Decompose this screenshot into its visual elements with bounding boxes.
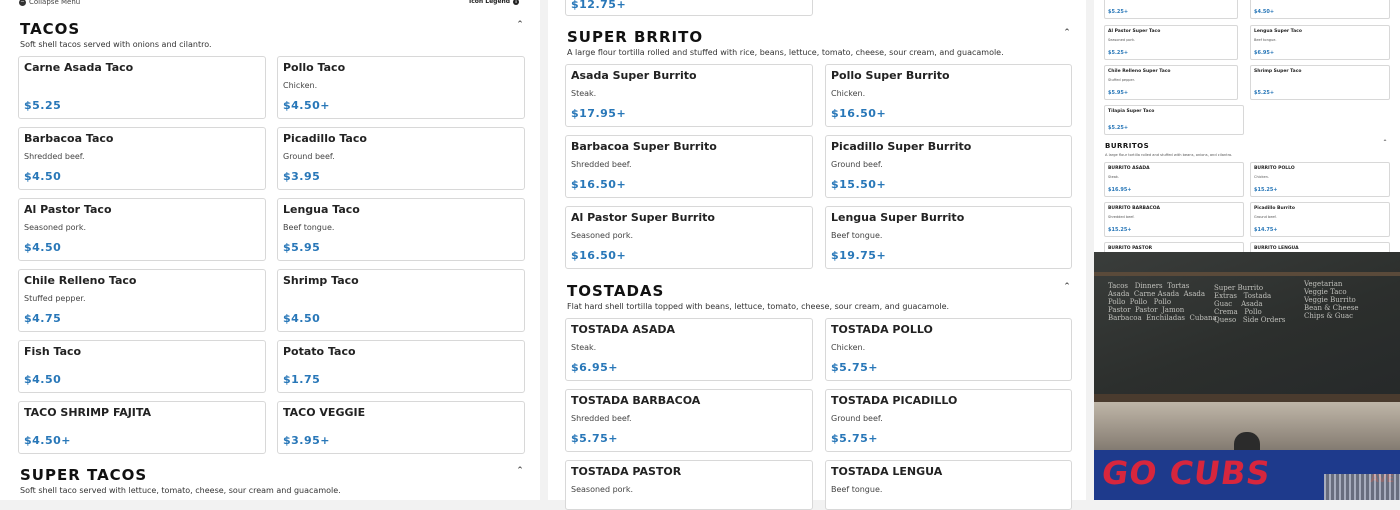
menu-item-card[interactable] <box>565 318 813 381</box>
menu-item-card[interactable] <box>825 318 1072 381</box>
item-price: $5.75+ <box>831 361 879 374</box>
chalk-scribble: Super Burrito Extras Tostada Guac Asada Crema Pollo Queso Side Orders <box>1214 284 1286 324</box>
item-name: TOSTADA BARBACOA <box>571 394 701 407</box>
mini-card[interactable] <box>1250 0 1390 19</box>
menu-item-card[interactable] <box>565 206 813 269</box>
menu-item-card[interactable] <box>18 198 266 261</box>
menu-item-card[interactable] <box>825 135 1072 198</box>
section-title-tostadas: TOSTADAS <box>567 282 665 300</box>
item-desc: Chicken. <box>283 81 318 90</box>
mini-desc <box>1108 0 1135 1</box>
menu-item-card[interactable] <box>277 127 525 190</box>
item-desc: Beef tongue. <box>831 485 883 494</box>
item-price: $16.50+ <box>831 107 887 120</box>
collapse-menu-button[interactable] <box>19 0 80 6</box>
mini-desc: Seasoned pork. <box>1108 38 1136 42</box>
menu-item-card[interactable] <box>565 0 813 16</box>
menu-item-card[interactable] <box>825 64 1072 127</box>
item-name: TOSTADA PICADILLO <box>831 394 958 407</box>
item-name: Asada Super Burrito <box>571 69 697 82</box>
mini-name: Chile Relleno Super Taco <box>1108 69 1171 74</box>
mini-name: Picadillo Burrito <box>1254 206 1295 211</box>
collapse-menu-label: Collapse Menu <box>29 0 81 6</box>
menu-item-card[interactable] <box>277 401 525 454</box>
mini-desc: Stuffed pepper. <box>1108 78 1135 82</box>
mini-price: $5.95+ <box>1108 90 1129 96</box>
mini-name: Al Pastor Super Taco <box>1108 29 1161 34</box>
mini-card[interactable] <box>1104 105 1244 135</box>
section-title-super-burrito: SUPER BRRITO <box>567 28 704 46</box>
item-name: TOSTADA LENGUA <box>831 465 943 478</box>
mini-card[interactable] <box>1104 25 1238 60</box>
menu-item-card[interactable] <box>825 206 1072 269</box>
item-desc: Steak. <box>571 343 597 352</box>
item-price: $16.50+ <box>571 249 627 262</box>
item-desc: Steak. <box>571 89 597 98</box>
mini-card[interactable] <box>1250 202 1390 237</box>
menu-item-card[interactable] <box>565 64 813 127</box>
mini-section-desc-burritos: A large flour tortilla rolled and stuffed with beans, onions, and cilantro. <box>1105 153 1233 157</box>
mini-name: BURRITO POLLO <box>1254 166 1295 171</box>
chalk-scribble: Tacos Dinners Tortas Asada Carne Asada Asada Pollo Pollo Pollo Pastor Pastor Jamon Barbacoa Enchiladas Cubana <box>1108 282 1217 322</box>
mini-card[interactable] <box>1250 162 1390 197</box>
chevron-up-icon[interactable]: ⌃ <box>1063 28 1071 38</box>
item-price: $4.50 <box>24 241 62 254</box>
item-desc: Beef tongue. <box>283 223 335 232</box>
mini-name: BURRITO LENGUA <box>1254 246 1299 251</box>
item-price: $19.75+ <box>831 249 887 262</box>
collapse-icon: − <box>20 0 25 5</box>
menu-item-card[interactable] <box>277 56 525 119</box>
item-name: Barbacoa Taco <box>24 132 114 145</box>
mini-name: BURRITO BARBACOA <box>1108 206 1160 211</box>
menu-pane-left[interactable] <box>0 0 540 500</box>
section-desc-super-burrito: A large flour tortilla rolled and stuffed with rice, beans, lettuce, tomato, cheese, sour cream, and guacamole. <box>567 48 1004 57</box>
mini-section-title-burritos: BURRITOS <box>1105 142 1150 150</box>
item-desc: Ground beef. <box>831 414 883 423</box>
icon-legend-button[interactable] <box>469 0 519 5</box>
menu-item-card[interactable] <box>18 56 266 119</box>
item-price: $4.50 <box>24 373 62 386</box>
board-frame <box>1094 272 1400 276</box>
item-price: $3.95+ <box>283 434 331 447</box>
chevron-up-icon[interactable]: ⌃ <box>516 466 524 476</box>
mini-price: $5.25+ <box>1254 90 1275 96</box>
item-name: Shrimp Taco <box>283 274 359 287</box>
top-bar <box>0 0 540 9</box>
item-name: Carne Asada Taco <box>24 61 134 74</box>
item-name: Pollo Taco <box>283 61 346 74</box>
mini-price: $16.95+ <box>1108 187 1132 193</box>
item-name: Lengua Super Burrito <box>831 211 965 224</box>
mini-desc: Steak. <box>1108 175 1120 179</box>
menu-pane-middle[interactable] <box>548 0 1086 500</box>
item-name: TOSTADA PASTOR <box>571 465 682 478</box>
item-price: $1.75 <box>283 373 321 386</box>
mini-name: Tilapia Super Taco <box>1108 109 1155 114</box>
item-name: TACO SHRIMP FAJITA <box>24 406 152 419</box>
menu-item-card[interactable] <box>18 401 266 454</box>
item-desc: Ground beef. <box>831 160 883 169</box>
menu-item-card[interactable] <box>18 340 266 393</box>
mini-price: $14.75+ <box>1254 227 1278 233</box>
item-name: TOSTADA ASADA <box>571 323 676 336</box>
menu-item-card[interactable] <box>277 340 525 393</box>
menu-item-card[interactable] <box>565 389 813 452</box>
item-desc: Chicken. <box>831 343 866 352</box>
item-price: $4.50+ <box>283 99 331 112</box>
mini-desc: Shredded beef. <box>1108 215 1135 219</box>
item-name: Chile Relleno Taco <box>24 274 137 287</box>
metal-grate <box>1324 474 1400 500</box>
mini-price: $5.25+ <box>1108 9 1129 15</box>
mini-card[interactable] <box>1250 65 1390 100</box>
item-price: $6.95+ <box>571 361 619 374</box>
mini-name: BURRITO ASADA <box>1108 166 1150 171</box>
item-desc: Beef tongue. <box>831 231 883 240</box>
icon-legend-label: Icon Legend <box>469 0 511 5</box>
mini-price: $5.25+ <box>1108 125 1129 131</box>
board-ledge <box>1094 394 1400 402</box>
mini-name: Lengua Super Taco <box>1254 29 1302 34</box>
item-desc: Shredded beef. <box>571 414 632 423</box>
item-desc: Shredded beef. <box>571 160 632 169</box>
mini-price: $15.25+ <box>1254 187 1278 193</box>
item-name: Lengua Taco <box>283 203 360 216</box>
item-price: $3.95 <box>283 170 321 183</box>
mini-card[interactable] <box>1104 202 1244 237</box>
item-name: TACO VEGGIE <box>283 406 366 419</box>
mini-price: $4.50+ <box>1254 9 1275 15</box>
mini-price: $15.25+ <box>1108 227 1132 233</box>
item-name: Potato Taco <box>283 345 356 358</box>
mini-price: $5.25+ <box>1108 50 1129 56</box>
item-price: $4.50 <box>24 170 62 183</box>
mini-name: BURRITO PASTOR <box>1108 246 1153 251</box>
item-price: $16.50+ <box>571 178 627 191</box>
section-desc-super-tacos: Soft shell taco served with lettuce, tomato, cheese, sour cream and guacamole. <box>20 486 341 495</box>
item-price: $4.50 <box>283 312 321 325</box>
chalk-scribble: Vegetarian Veggie Taco Veggie Burrito Bean & Cheese Chips & Guac <box>1304 280 1359 320</box>
item-price: $5.25 <box>24 99 62 112</box>
menu-item-card[interactable] <box>18 269 266 332</box>
item-desc: Shredded beef. <box>24 152 85 161</box>
item-name: Picadillo Taco <box>283 132 367 145</box>
chevron-up-icon[interactable]: ⌃ <box>1382 139 1388 146</box>
menu-preview-thumbnail[interactable] <box>1094 0 1400 252</box>
item-desc: Seasoned pork. <box>571 485 634 494</box>
item-price: $5.75+ <box>571 432 619 445</box>
item-desc: Seasoned pork. <box>571 231 634 240</box>
item-price: $17.95+ <box>571 107 627 120</box>
menu-item-card[interactable] <box>825 389 1072 452</box>
item-price: $5.95 <box>283 241 321 254</box>
item-desc: Ground beef. <box>283 152 335 161</box>
section-title-tacos: TACOS <box>20 20 81 38</box>
mini-card[interactable] <box>1104 0 1238 19</box>
item-price: $15.50+ <box>831 178 887 191</box>
chalkboard-menu <box>1094 252 1400 402</box>
mini-name: Shrimp Super Taco <box>1254 69 1302 74</box>
mini-price: $6.95+ <box>1254 50 1275 56</box>
menu-item-card[interactable] <box>277 198 525 261</box>
mini-desc: Chicken. <box>1254 175 1269 179</box>
info-icon: i <box>513 0 519 5</box>
item-price: $4.75 <box>24 312 62 325</box>
item-price: $5.75+ <box>831 432 879 445</box>
menu-item-card[interactable] <box>277 269 525 332</box>
section-desc-tacos: Soft shell tacos served with onions and cilantro. <box>20 40 212 49</box>
mini-card[interactable] <box>1104 65 1238 100</box>
mini-card[interactable] <box>1250 25 1390 60</box>
item-name: Al Pastor Super Burrito <box>571 211 715 224</box>
section-title-super-tacos: SUPER TACOS <box>20 466 148 484</box>
chevron-up-icon[interactable]: ⌃ <box>516 20 524 30</box>
item-desc: Seasoned pork. <box>24 223 87 232</box>
mini-desc: Beef tongue. <box>1254 38 1277 42</box>
item-name: Fish Taco <box>24 345 82 358</box>
item-name: TOSTADA POLLO <box>831 323 933 336</box>
section-desc-tostadas: Flat hard shell tortilla topped with beans, lettuce, tomato, cheese, sour cream, and guacamole. <box>567 302 950 311</box>
menu-item-card[interactable] <box>565 460 813 510</box>
menu-item-card[interactable] <box>565 135 813 198</box>
banner-text: GO CUBS <box>1099 454 1274 492</box>
item-price: $12.75+ <box>571 0 627 11</box>
mini-card[interactable] <box>1104 162 1244 197</box>
item-desc: Stuffed pepper. <box>24 294 86 303</box>
item-price: $4.50+ <box>24 434 72 447</box>
mini-desc <box>1254 0 1277 1</box>
chevron-up-icon[interactable]: ⌃ <box>1063 282 1071 292</box>
menu-item-card[interactable] <box>825 460 1072 510</box>
item-name: Pollo Super Burrito <box>831 69 950 82</box>
item-name: Picadillo Super Burrito <box>831 140 972 153</box>
mini-desc: Ground beef. <box>1254 215 1277 219</box>
item-name: Barbacoa Super Burrito <box>571 140 717 153</box>
item-desc: Chicken. <box>831 89 866 98</box>
item-name: Al Pastor Taco <box>24 203 112 216</box>
restaurant-photo <box>1094 252 1400 500</box>
menu-item-card[interactable] <box>18 127 266 190</box>
